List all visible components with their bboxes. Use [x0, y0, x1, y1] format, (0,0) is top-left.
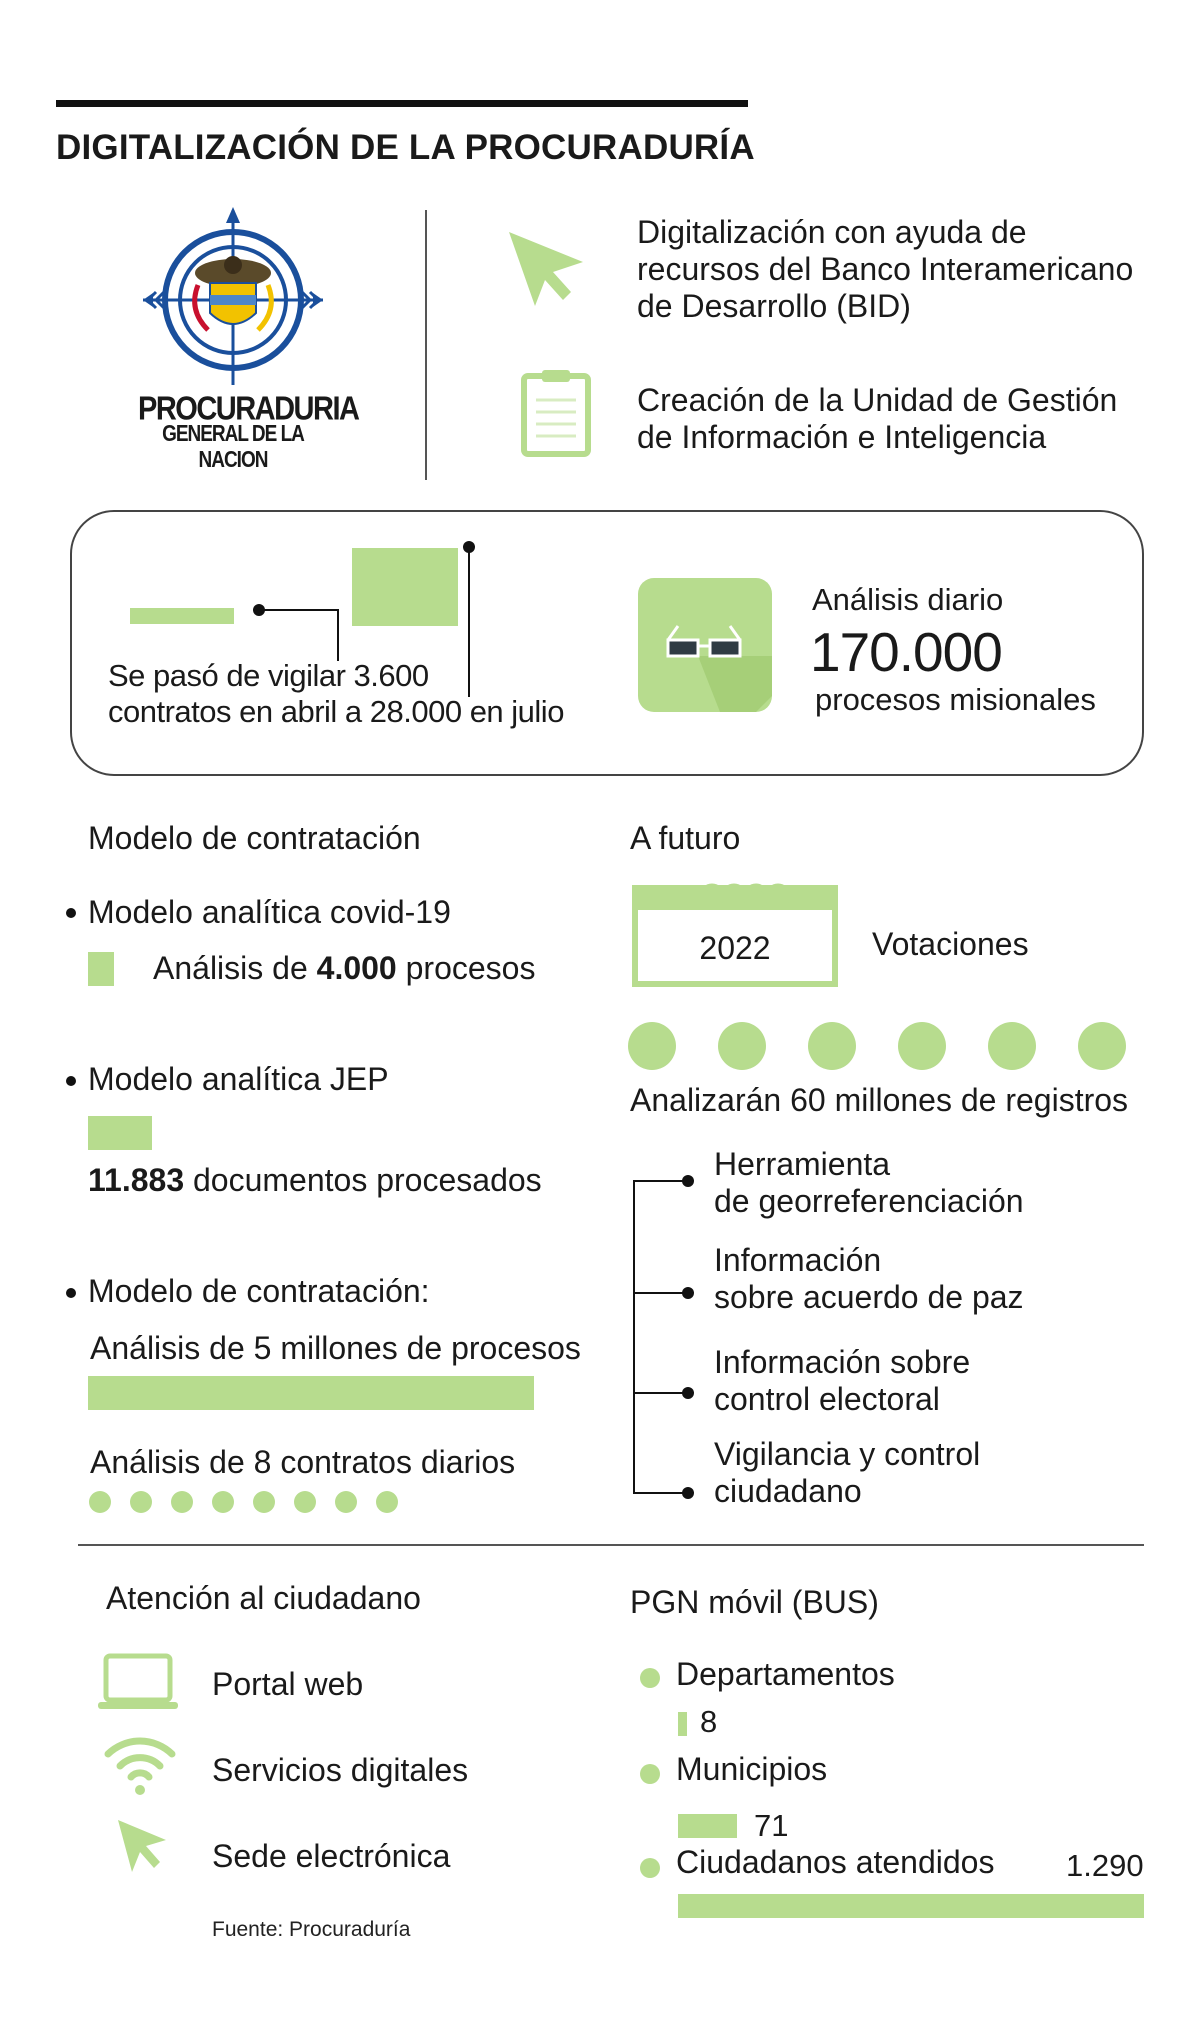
calendar-year: 2022 [699, 930, 771, 966]
model3-bar [88, 1376, 534, 1410]
laptop-icon [96, 1652, 180, 1712]
future-item-3: Información sobre control electoral [714, 1344, 971, 1417]
calendar-icon [632, 870, 838, 988]
daily-contract-dot [376, 1491, 398, 1513]
citizen-heading: Atención al ciudadano [106, 1580, 421, 1616]
vigilance-caption: Se pasó de vigilar 3.600 contratos en abril a 28.000 en julio [108, 658, 564, 729]
model2-text: 11.883 documentos procesados [88, 1162, 542, 1198]
bus-value-2: 71 [754, 1808, 789, 1843]
bus-bar-1 [678, 1712, 687, 1736]
daily-value: 170.000 [810, 621, 1002, 683]
bus-bullet-1 [640, 1668, 660, 1688]
daily-contract-dot [294, 1491, 316, 1513]
model2-title: Modelo analítica JEP [88, 1061, 389, 1097]
future-branch-3 [633, 1392, 688, 1394]
record-dot [1078, 1022, 1126, 1070]
daily-contract-dot [89, 1491, 111, 1513]
model2-bar [88, 1116, 152, 1150]
citizen-item-sede: Sede electrónica [212, 1838, 451, 1874]
record-dot [808, 1022, 856, 1070]
daily-contract-dot [171, 1491, 193, 1513]
future-tree-trunk [633, 1180, 635, 1494]
logo-line2: GENERAL DE LA NACION [162, 421, 304, 474]
bus-bar-2 [678, 1814, 737, 1838]
citizen-item-digital: Servicios digitales [212, 1752, 469, 1788]
bus-heading: PGN móvil (BUS) [630, 1584, 879, 1620]
bullet-model2 [66, 1076, 76, 1086]
bullet-model3 [66, 1288, 76, 1298]
bus-bullet-2 [640, 1764, 660, 1784]
future-heading: A futuro [630, 820, 741, 856]
bullet-model1 [66, 908, 76, 918]
logo-line1: PROCURADURIA [138, 390, 359, 428]
bus-bullet-3 [640, 1858, 660, 1878]
bus-value-3: 1.290 [1066, 1848, 1144, 1883]
procuraduria-logo [138, 205, 359, 474]
header-divider [425, 210, 427, 480]
april-bar [130, 608, 234, 624]
daily-label: Análisis diario [812, 582, 1004, 617]
model3-line1: Análisis de 5 millones de procesos [90, 1330, 581, 1366]
july-bar [352, 548, 458, 626]
wifi-icon [102, 1728, 178, 1796]
april-leader-h [263, 609, 339, 611]
model3-line2: Análisis de 8 contratos diarios [90, 1444, 516, 1480]
intro-text-1: Digitalización con ayuda de recursos del Banco Interamericano de Desarrollo (BID) [637, 214, 1134, 324]
bus-label-2: Municipios [676, 1751, 828, 1787]
record-dot [988, 1022, 1036, 1070]
top-rule [56, 100, 748, 107]
bus-value-1: 8 [700, 1704, 718, 1739]
future-branch-2 [633, 1292, 688, 1294]
model1-bar [88, 952, 114, 986]
record-dot [628, 1022, 676, 1070]
daily-contract-dot [130, 1491, 152, 1513]
future-event: Votaciones [872, 926, 1029, 962]
daily-contract-dot [335, 1491, 357, 1513]
future-node-4 [682, 1487, 694, 1499]
citizen-item-portal: Portal web [212, 1666, 364, 1702]
future-item-2: Información sobre acuerdo de paz [714, 1242, 1024, 1315]
model3-title: Modelo de contratación: [88, 1273, 430, 1309]
future-item-4: Vigilancia y control ciudadano [714, 1436, 981, 1509]
clipboard-icon [520, 368, 592, 458]
future-node-2 [682, 1287, 694, 1299]
cursor-icon-sede [116, 1818, 168, 1874]
record-dot [718, 1022, 766, 1070]
section-divider [78, 1544, 1144, 1546]
bus-label-3: Ciudadanos atendidos [676, 1844, 995, 1880]
intro-text-2: Creación de la Unidad de Gestión de Información e Inteligencia [637, 382, 1118, 455]
future-node-1 [682, 1175, 694, 1187]
future-branch-4 [633, 1492, 688, 1494]
future-branch-1 [633, 1180, 688, 1182]
glasses-icon [638, 578, 772, 712]
daily-contract-dot [253, 1491, 275, 1513]
seal-icon [138, 205, 338, 395]
bus-label-1: Departamentos [676, 1656, 895, 1692]
future-records: Analizarán 60 millones de registros [630, 1082, 1129, 1118]
page-title: DIGITALIZACIÓN DE LA PROCURADURÍA [56, 128, 755, 167]
model1-title: Modelo analítica covid-19 [88, 894, 451, 930]
future-node-3 [682, 1387, 694, 1399]
contracting-heading: Modelo de contratación [88, 820, 421, 856]
daily-contract-dot [212, 1491, 234, 1513]
april-leader-v [337, 609, 339, 661]
bus-bar-3 [678, 1894, 1144, 1918]
record-dot [898, 1022, 946, 1070]
model1-text: Análisis de 4.000 procesos [153, 950, 536, 986]
cursor-icon [505, 228, 585, 308]
future-item-1: Herramienta de georreferenciación [714, 1146, 1024, 1219]
daily-unit: procesos misionales [815, 682, 1096, 717]
source-note: Fuente: Procuraduría [212, 1918, 411, 1941]
